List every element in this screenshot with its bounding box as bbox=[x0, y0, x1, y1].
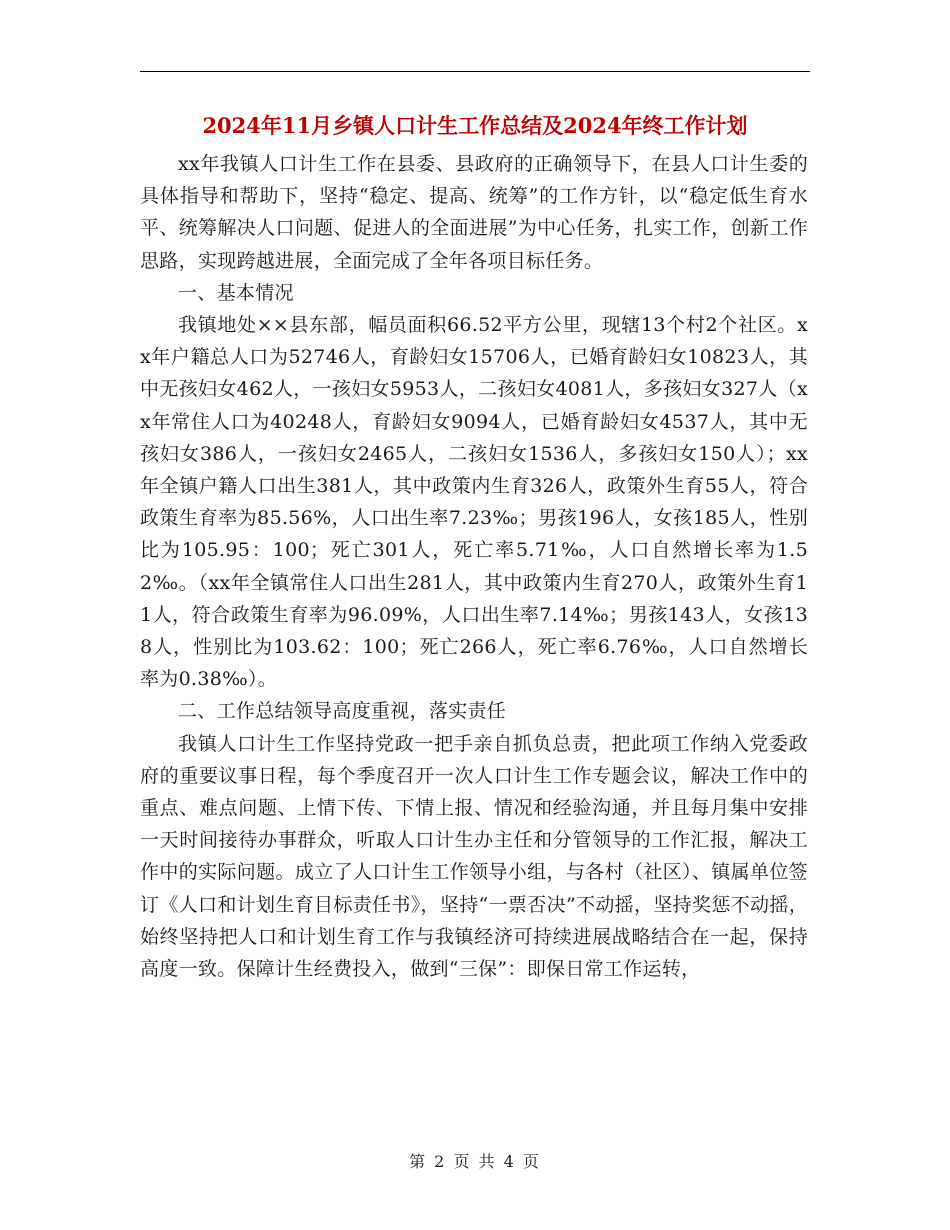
document-title: 2024年11月乡镇人口计生工作总结及2024年终工作计划 bbox=[202, 113, 748, 138]
summary-paragraph: 我镇人口计生工作坚持党政一把手亲自抓负总责，把此项工作纳入党委政府的重要议事日程，每个季度召开一次人口计生工作专题会议，解决工作中的重点、难点问题、上情下传、下情上报、情况和经验沟通，并且每月集中安排一天时间接待办事群众，听取人口计生办主任和分管领导的工作汇报，解决工作中的实际问题。成立了人口计生工作领导小组，与各村（社区）、镇属单位签订《人口和计划生育目标责任书》，坚持“一票否决”不动摇，坚持奖惩不动摇，始终坚持把人口和计划生育工作与我镇经济可持续进展战略结合在一起，保持高度一致。保障计生经费投入，做到“三保”：即保日常工作运转， bbox=[140, 732, 808, 981]
document-body bbox=[140, 148, 808, 985]
section-heading-basic: 一、基本情况 bbox=[178, 281, 294, 304]
page-number-footer: 第 2 页 共 4 页 bbox=[409, 1152, 541, 1171]
basic-situation-paragraph: 我镇地处××县东部，幅员面积66.52平方公里，现辖13个村2个社区。xx年户籍总人口为52746人，育龄妇女15706人，已婚育龄妇女10823人，其中无孩妇女462人，一孩妇女5953人，二孩妇女4081人，多孩妇女327人（xx年常住人口为40248人，育龄妇女9094人，已婚育龄妇女4537人，其中无孩妇女386人，一孩妇女2465人，二孩妇女1536人，多孩妇女150人）；xx年全镇户籍人口出生381人，其中政策内生育326人，政策外生育55人，符合政策生育率为85.56%，人口出生率7.23‰；男孩196人，女孩185人，性别比为105.95：100；死亡301人，死亡率5.71‰，人口自然增长率为1.52‰。（xx年全镇常住人口出生281人，其中政策内生育270人，政策外生育11人，符合政策生育率为96.09%，人口出生率7.14‰；男孩143人，女孩138人，性别比为103.62：100；死亡266人，死亡率6.76‰，人口自然增长率为0.38‰）。 bbox=[140, 314, 808, 691]
section-heading-summary: 二、工作总结领导高度重视，落实责任 bbox=[178, 700, 507, 723]
intro-paragraph: xx年我镇人口计生工作在县委、县政府的正确领导下，在县人口计生委的具体指导和帮助下，坚持“稳定、提高、统筹”的工作方针，以“稳定低生育水平、统筹解决人口问题、促进人的全面进展”为中心任务，扎实工作，创新工作思路，实现跨越进展，全面完成了全年各项目标任务。 bbox=[140, 153, 808, 272]
header-rule bbox=[140, 71, 810, 72]
